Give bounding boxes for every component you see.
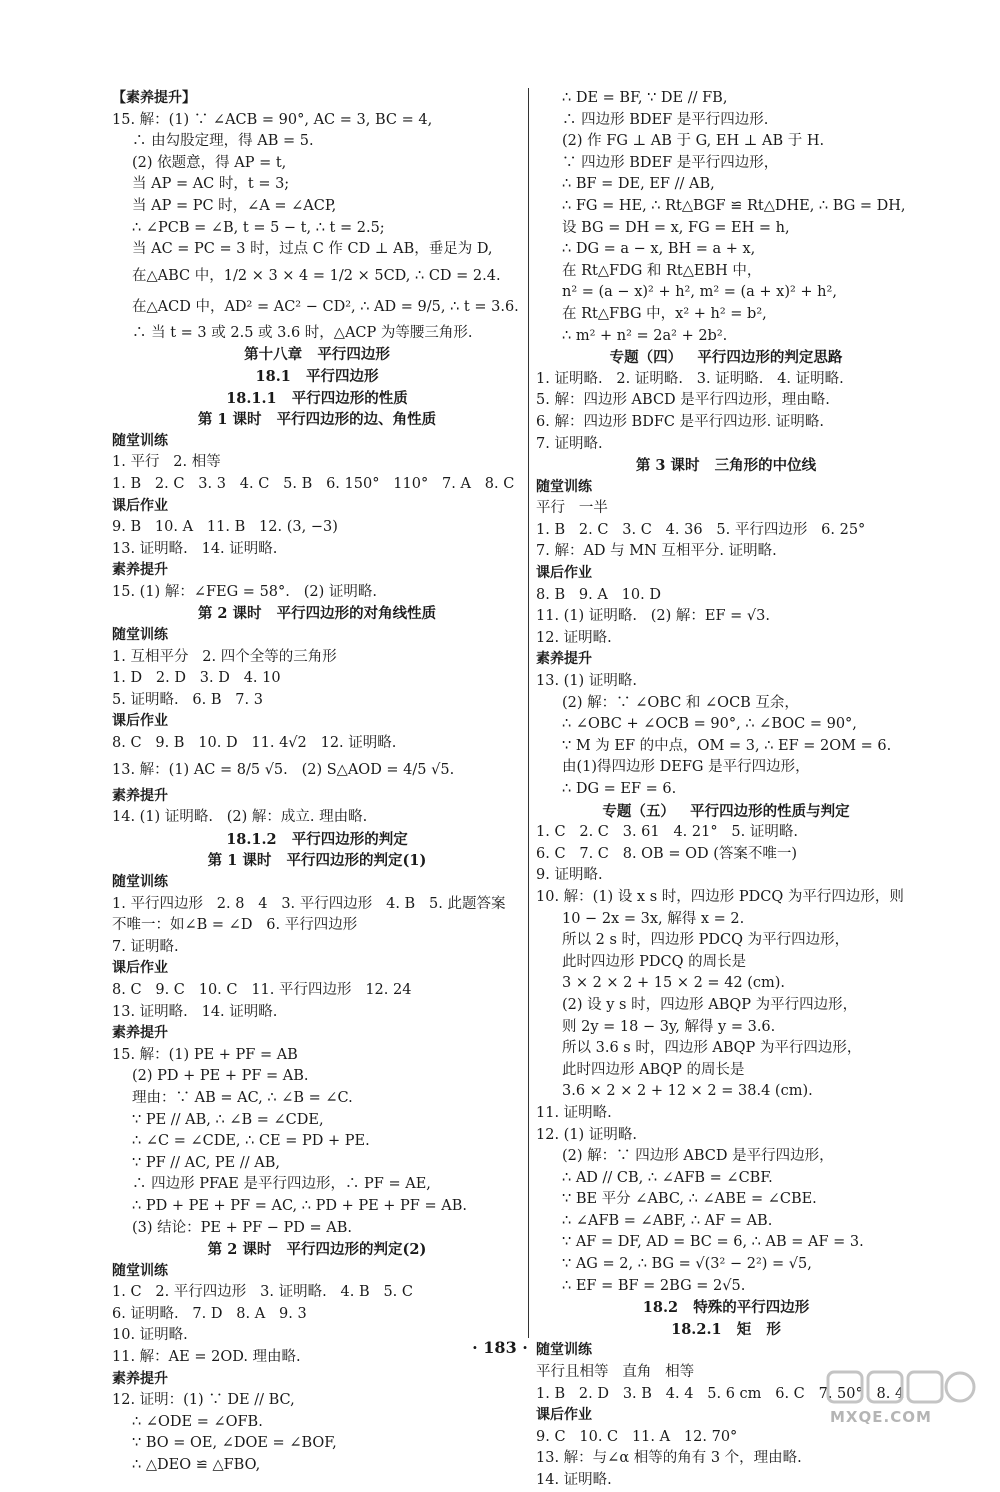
answer-line: ∴ ∠PCB = ∠B, t = 5 − t, ∴ t = 2.5; — [132, 219, 385, 236]
chapter-title: 第 2 课时 平行四边形的判定(2) — [207, 1241, 427, 1259]
section-heading: 素养提升 — [112, 1370, 168, 1387]
answer-line: ∵ PF // AC, PE // AB, — [132, 1154, 280, 1171]
answer-line: ∴ DE = BF, ∵ DE // FB, — [562, 90, 728, 106]
answer-line: ∴ EF = BF = 2BG = 2√5. — [562, 1277, 746, 1294]
section-heading: 课后作业 — [112, 497, 168, 514]
answer-line: ∴ ∠OBC + ∠OCB = 90°, ∴ ∠BOC = 90°, — [562, 716, 857, 733]
answer-line: 13. 解：与∠α 相等的角有 3 个，理由略. — [536, 1450, 802, 1467]
section-heading: 随堂训练 — [536, 478, 592, 495]
answer-line: ∴ ∠ODE = ∠OFB. — [132, 1413, 263, 1430]
answer-line: 9. C 10. C 11. A 12. 70° — [536, 1428, 738, 1445]
chapter-title: 第十八章 平行四边形 — [244, 346, 390, 364]
answer-line: ∵ M 为 EF 的中点，OM = 3, ∴ EF = 2OM = 6. — [562, 737, 892, 754]
answer-line: 8. C 9. C 10. C 11. 平行四边形 12. 24 — [112, 981, 412, 998]
answer-line: ∴ FG = HE, ∴ Rt△BGF ≌ Rt△DHE, ∴ BG = DH, — [562, 197, 906, 214]
answer-line: 由(1)得四边形 DEFG 是平行四边形， — [562, 759, 810, 776]
section-heading: 【素养提升】 — [112, 90, 196, 106]
answer-line: ∴ DG = a − x, BH = a + x, — [562, 241, 756, 258]
answer-line: 13. (1) 证明略. — [536, 673, 637, 690]
chapter-title: 18.2 特殊的平行四边形 — [642, 1299, 810, 1317]
answer-line: 7. 证明略. — [112, 938, 179, 955]
answer-line: 1. B 2. D 3. B 4. 4 5. 6 cm 6. C 7. 50° 8. 4 — [536, 1385, 905, 1402]
answer-line: 13. 解：(1) AC = 8/5 √5. (2) S△AOD = 4/5 √5. — [112, 761, 455, 778]
answer-line: 12. 证明略. — [536, 629, 612, 646]
answer-line: ∴ 四边形 BDEF 是平行四边形. — [562, 111, 769, 128]
answer-line: 当 AP = AC 时，t = 3; — [132, 176, 290, 193]
chapter-title: 专题（四） 平行四边形的判定思路 — [609, 349, 843, 367]
answer-line: 7. 解：AD 与 MN 互相平分. 证明略. — [536, 543, 777, 560]
section-heading: 课后作业 — [536, 565, 592, 582]
answer-line: ∵ BO = OE, ∠DOE = ∠BOF, — [132, 1435, 337, 1452]
answer-line: 12. (1) 证明略. — [536, 1126, 637, 1143]
answer-line: 平行且相等 直角 相等 — [536, 1364, 695, 1381]
chapter-title: 第 2 课时 平行四边形的对角线性质 — [197, 605, 437, 623]
answer-line: 6. 解：四边形 BDFC 是平行四边形. 证明略. — [536, 413, 824, 430]
answer-line: 1. 证明略. 2. 证明略. 3. 证明略. 4. 证明略. — [536, 370, 844, 387]
answer-line: 在 Rt△FBG 中，x² + h² = b², — [562, 305, 767, 322]
right-answer-column — [536, 88, 916, 1492]
answer-line: 当 AC = PC = 3 时，过点 C 作 CD ⊥ AB，垂足为 D, — [132, 241, 493, 258]
section-heading: 课后作业 — [112, 713, 168, 730]
answer-line: ∵ PE // AB, ∴ ∠B = ∠CDE, — [132, 1111, 324, 1128]
answer-line: ∴ 由勾股定理，得 AB = 5. — [132, 133, 314, 150]
answer-line: 8. B 9. A 10. D — [536, 586, 661, 603]
answer-line: ∴ ∠C = ∠CDE, ∴ CE = PD + PE. — [132, 1133, 370, 1150]
answer-line: 10 − 2x = 3x, 解得 x = 2. — [562, 910, 745, 927]
answer-line: 12. 证明：(1) ∵ DE // BC, — [112, 1392, 295, 1409]
section-heading: 课后作业 — [536, 1407, 592, 1424]
answer-line: (2) PD + PE + PF = AB. — [132, 1068, 309, 1085]
answer-line: (3) 结论：PE + PF − PD = AB. — [132, 1219, 353, 1236]
answer-line: 9. 证明略. — [536, 867, 603, 884]
section-heading: 随堂训练 — [536, 1342, 592, 1359]
answer-line: 15. 解：(1) ∵ ∠ACB = 90°, AC = 3, BC = 4, — [112, 111, 433, 128]
answer-line: ∴ △DEO ≌ △FBO, — [132, 1457, 261, 1474]
answer-line: 设 BG = DH = x, FG = EH = h, — [562, 219, 790, 236]
answer-line: 则 2y = 18 − 3y, 解得 y = 3.6. — [562, 1018, 776, 1035]
answer-line: 在 Rt△FDG 和 Rt△EBH 中， — [562, 262, 762, 279]
answer-line: 11. 解：AE = 2OD. 理由略. — [112, 1349, 301, 1366]
answer-line: 11. 证明略. — [536, 1104, 612, 1121]
answer-line: 1. C 2. 平行四边形 3. 证明略. 4. B 5. C — [112, 1284, 413, 1301]
answer-line: ∴ 当 t = 3 或 2.5 或 3.6 时，△ACP 为等腰三角形. — [132, 324, 473, 341]
section-heading: 随堂训练 — [112, 874, 168, 890]
answer-line: 6. 证明略. 7. D 8. A 9. 3 — [112, 1305, 307, 1322]
answer-line: 在△ABC 中，1/2 × 3 × 4 = 1/2 × 5CD, ∴ CD = 2.4. — [132, 267, 501, 284]
answer-line: 此时四边形 PDCQ 的周长是 — [562, 953, 747, 970]
answer-line: 13. 证明略. 14. 证明略. — [112, 540, 278, 557]
chapter-title: 第 1 课时 平行四边形的判定(1) — [207, 852, 427, 870]
answer-line: (2) 设 y s 时，四边形 ABQP 为平行四边形， — [562, 996, 858, 1013]
answer-line: 当 AP = PC 时，∠A = ∠ACP, — [132, 197, 337, 214]
page-number: · 183 · — [472, 1338, 528, 1357]
watermark-text: MXQE.COM — [830, 1408, 932, 1426]
answer-line: 1. C 2. C 3. 61 4. 21° 5. 证明略. — [536, 824, 798, 841]
answer-line: 5. 解：四边形 ABCD 是平行四边形，理由略. — [536, 392, 830, 409]
answer-line: 10. 证明略. — [112, 1327, 188, 1344]
answer-line: 11. (1) 证明略. (2) 解：EF = √3. — [536, 608, 770, 625]
answer-line: 在△ACD 中，AD² = AC² − CD², ∴ AD = 9/5, ∴ t = 3.6. — [132, 298, 519, 315]
section-heading: 随堂训练 — [112, 1262, 168, 1279]
answer-line: 10. 解：(1) 设 x s 时，四边形 PDCQ 为平行四边形，则 — [536, 888, 904, 905]
chapter-title: 第 3 课时 三角形的中位线 — [635, 457, 817, 475]
answer-line: 不唯一：如∠B = ∠D 6. 平行四边形 — [112, 917, 358, 934]
answer-line: 1. 平行四边形 2. 8 4 3. 平行四边形 4. B 5. 此题答案 — [112, 895, 506, 912]
answer-line: 1. 平行 2. 相等 — [112, 454, 221, 471]
answer-line: 理由：∵ AB = AC, ∴ ∠B = ∠C. — [132, 1089, 353, 1106]
answer-line: 5. 证明略. 6. B 7. 3 — [112, 691, 263, 708]
section-heading: 课后作业 — [112, 960, 168, 977]
answer-line: 7. 证明略. — [536, 435, 603, 452]
answer-line: 所以 2 s 时，四边形 PDCQ 为平行四边形， — [562, 932, 850, 949]
chapter-title: 第 1 课时 平行四边形的边、角性质 — [197, 411, 437, 429]
answer-line: 平行 一半 — [536, 500, 608, 517]
answer-line: 13. 证明略. 14. 证明略. — [112, 1003, 278, 1020]
answer-line: ∴ DG = EF = 6. — [562, 781, 677, 797]
answer-line: 1. B 2. C 3. 3 4. C 5. B 6. 150° 110° 7. A 8. C — [112, 475, 515, 492]
chapter-title: 18.1 平行四边形 — [255, 367, 379, 385]
answer-line: (2) 解：∵ ∠OBC 和 ∠OCB 互余， — [562, 694, 799, 711]
answer-line: ∴ PD + PE + PF = AC, ∴ PD + PE + PF = AB. — [132, 1197, 467, 1214]
column-divider — [528, 88, 529, 1338]
answer-line: 8. C 9. B 10. D 11. 4√2 12. 证明略. — [112, 735, 397, 752]
answer-line: 1. 互相平分 2. 四个全等的三角形 — [112, 648, 337, 665]
answer-line: 3.6 × 2 × 2 + 12 × 2 = 38.4 (cm). — [562, 1083, 813, 1100]
answer-line: 1. B 2. C 3. C 4. 36 5. 平行四边形 6. 25° — [536, 521, 866, 538]
answer-line: ∴ ∠AFB = ∠ABF, ∴ AF = AB. — [562, 1212, 773, 1229]
answer-line: 所以 3.6 s 时，四边形 ABQP 为平行四边形， — [562, 1040, 862, 1057]
answer-line: 14. 证明略. — [536, 1472, 612, 1488]
answer-line: (2) 作 FG ⊥ AB 于 G, EH ⊥ AB 于 H. — [562, 133, 825, 150]
answer-line: (2) 依题意，得 AP = t, — [132, 154, 287, 171]
answer-line: 14. (1) 证明略. (2) 解：成立. 理由略. — [112, 809, 368, 826]
answer-line: 9. B 10. A 11. B 12. (3, −3) — [112, 519, 338, 536]
answer-line: 3 × 2 × 2 + 15 × 2 = 42 (cm). — [562, 975, 786, 992]
answer-line: ∴ AD // CB, ∴ ∠AFB = ∠CBF. — [562, 1169, 773, 1186]
section-heading: 素养提升 — [112, 562, 168, 579]
answer-line: ∵ 四边形 BDEF 是平行四边形， — [562, 154, 779, 171]
answer-line: ∵ AG = 2, ∴ BG = √(3² − 2²) = √5, — [562, 1256, 812, 1273]
section-heading: 素养提升 — [112, 787, 168, 804]
section-heading: 素养提升 — [112, 1025, 168, 1042]
answer-line: ∵ BE 平分 ∠ABC, ∴ ∠ABE = ∠CBE. — [562, 1191, 817, 1208]
answer-line: n² = (a − x)² + h², m² = (a + x)² + h², — [562, 284, 837, 301]
section-heading: 素养提升 — [536, 651, 592, 668]
answer-line: 1. D 2. D 3. D 4. 10 — [112, 670, 281, 687]
answer-line: 15. (1) 解：∠FEG = 58°. (2) 证明略. — [112, 583, 377, 600]
answer-line: 6. C 7. C 8. OB = OD (答案不唯一) — [536, 845, 798, 862]
chapter-title: 18.2.1 矩 形 — [671, 1320, 781, 1338]
answer-line: ∴ BF = DE, EF // AB, — [562, 176, 715, 193]
answer-line: 15. 解：(1) PE + PF = AB — [112, 1046, 298, 1063]
left-answer-column — [112, 88, 522, 1477]
answer-line: 此时四边形 ABQP 的周长是 — [562, 1061, 745, 1078]
answer-line: ∴ m² + n² = 2a² + 2b². — [562, 327, 728, 344]
section-heading: 随堂训练 — [112, 432, 168, 449]
answer-line: (2) 解：∵ 四边形 ABCD 是平行四边形， — [562, 1148, 834, 1165]
answer-line: ∴ 四边形 PFAE 是平行四边形，∴ PF = AE, — [132, 1176, 431, 1193]
chapter-title: 18.1.1 平行四边形的性质 — [226, 389, 408, 407]
chapter-title: 18.1.2 平行四边形的判定 — [226, 830, 408, 848]
section-heading: 随堂训练 — [112, 627, 168, 644]
chapter-title: 专题（五） 平行四边形的性质与判定 — [602, 802, 850, 820]
answer-line: ∵ AF = DF, AD = BC = 6, ∴ AB = AF = 3. — [562, 1234, 864, 1251]
